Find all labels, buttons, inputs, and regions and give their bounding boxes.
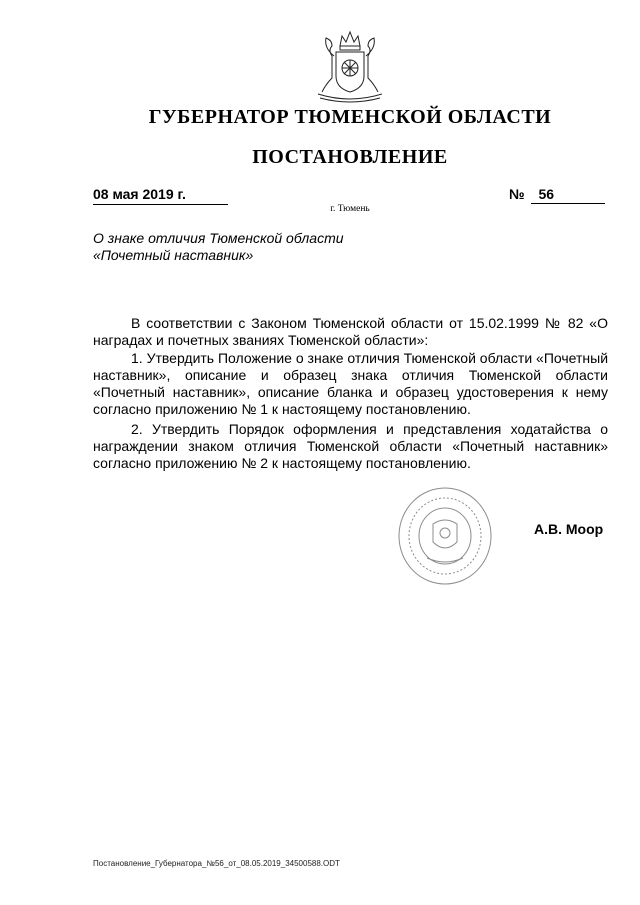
paragraph-item-2: 2. Утвердить Порядок оформления и представления ходатайства о награждении знаком отличия Тюменской области «Почетный наставник» согласно приложению № 2 к настоящему постановлению. xyxy=(93,421,608,471)
document-number xyxy=(509,186,605,204)
document-date: 08 мая 2019 г. xyxy=(93,186,228,205)
document-city: г. Тюмень xyxy=(330,204,370,214)
official-seal-icon xyxy=(397,486,493,586)
paragraph-preamble: В соответствии с Законом Тюменской области от 15.02.1999 № 82 «О наградах и почетных званиях Тюменской области»: xyxy=(93,315,608,348)
coat-of-arms-icon xyxy=(302,26,398,104)
document-subject: О знаке отличия Тюменской области «Почетный наставник» xyxy=(93,230,344,263)
number-value: 56 xyxy=(531,186,605,204)
number-label: № xyxy=(509,186,525,202)
signature-name: А.В. Моор xyxy=(534,521,604,537)
issuing-authority: ГУБЕРНАТОР ТЮМЕНСКОЙ ОБЛАСТИ xyxy=(148,106,552,128)
file-footer: Постановление_Губернатора_№56_от_08.05.2019_34500588.ODT xyxy=(93,859,340,868)
document-type: ПОСТАНОВЛЕНИЕ xyxy=(252,146,448,168)
paragraph-item-1: 1. Утвердить Положение о знаке отличия Тюменской области «Почетный наставник», описание и образец знака отличия Тюменской области «Почетный наставник», описание бланка и образец удостоверения к нему согласно приложению № 1 к настоящему постановлению. xyxy=(93,350,609,417)
